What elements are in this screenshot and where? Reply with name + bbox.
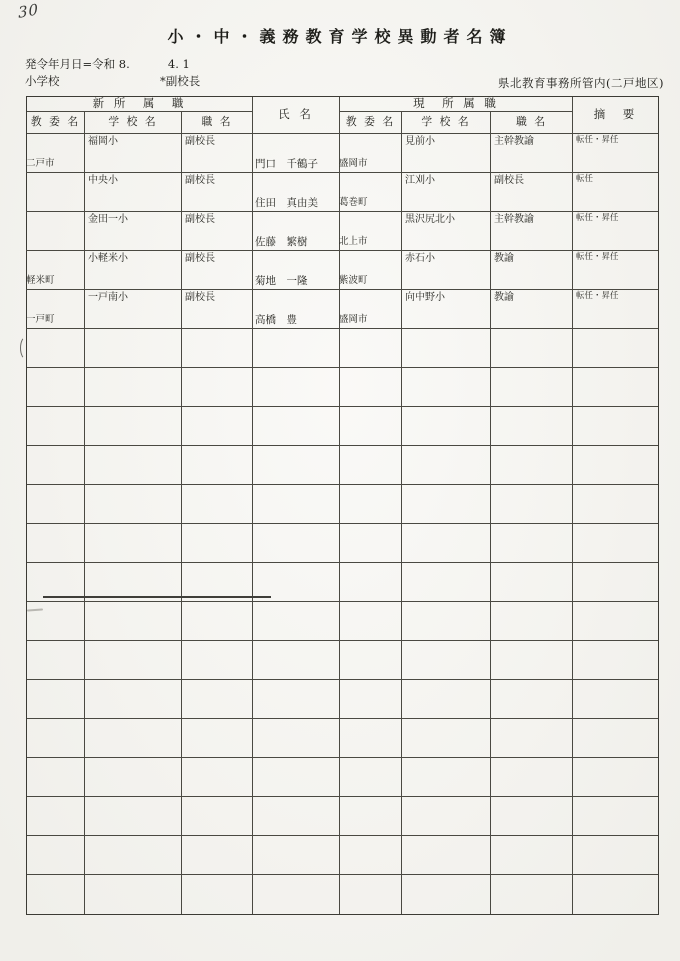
table-cell-empty [573,485,658,524]
table-cell-empty [85,602,182,641]
table-cell-empty [402,719,491,758]
table-cell-empty [573,797,658,836]
table-cell-empty [182,836,253,875]
table-cell-empty [27,446,85,485]
person-name-cell: 高橋 豊 [253,290,340,329]
table-cell-empty [27,680,85,719]
current-school-cell: 向中野小 [402,290,491,329]
table-cell-empty [340,875,402,914]
person-name-cell: 菊地 一隆 [253,251,340,290]
table-cell-empty [182,719,253,758]
table-cell-empty [402,407,491,446]
table-cell-empty [402,602,491,641]
table-cell-empty [253,719,340,758]
header-new-board: 教 委 名 [27,112,85,134]
header-name: 氏 名 [253,97,340,134]
table-cell-empty [253,758,340,797]
table-cell-empty [491,680,573,719]
scan-artifact-curve [20,336,33,360]
table-cell-empty [253,368,340,407]
person-name-cell: 住田 真由美 [253,173,340,212]
table-cell-empty [182,875,253,914]
table-cell-empty [253,641,340,680]
table-cell-empty [491,602,573,641]
table-cell-empty [340,797,402,836]
table-cell-empty [182,407,253,446]
table-cell-empty [340,758,402,797]
remarks-cell: 転任・昇任 [573,290,658,329]
table-cell-empty [27,641,85,680]
scan-artifact-line [43,596,271,598]
table-cell-empty [253,836,340,875]
table-cell-empty [85,797,182,836]
document-title: 小・中・義務教育学校異動者名簿 [167,27,513,46]
table-cell-empty [27,485,85,524]
table-cell-empty [491,719,573,758]
new-title-cell: 副校長 [182,134,253,173]
table-cell-empty [491,446,573,485]
current-board-cell: 盛岡市 [339,290,402,329]
table-cell-empty [182,485,253,524]
table-cell-empty [491,641,573,680]
current-school-cell: 江刈小 [402,173,491,212]
new-board-cell: 二戸市 [26,134,85,173]
table-cell-empty [182,602,253,641]
table-cell-empty [402,524,491,563]
table-cell-empty [402,563,491,602]
handwritten-page-number: 30 [17,0,40,22]
new-school-cell: 一戸南小 [85,290,182,329]
new-board-cell: 軽米町 [26,251,85,290]
person-name-cell: 門口 千鶴子 [253,134,340,173]
table-cell-empty [27,719,85,758]
table-cell-empty [491,407,573,446]
new-school-cell: 中央小 [85,173,182,212]
current-school-cell: 赤石小 [402,251,491,290]
header-current-board: 教 委 名 [340,112,402,134]
table-cell-empty [182,758,253,797]
table-cell-empty [253,875,340,914]
table-cell-empty [85,446,182,485]
current-title-cell: 主幹教諭 [491,212,573,251]
table-cell-empty [182,680,253,719]
table-cell-empty [253,329,340,368]
education-office-label: 県北教育事務所管内(二戸地区) [498,76,664,90]
table-cell-empty [27,758,85,797]
table-cell-empty [573,758,658,797]
table-cell-empty [573,680,658,719]
header-current-title: 職 名 [491,112,573,134]
header-current-position-group: 現 所 属 職 [340,97,573,112]
table-cell-empty [491,563,573,602]
new-title-cell: 副校長 [182,290,253,329]
remarks-cell: 転任・昇任 [573,251,658,290]
table-cell-empty [27,797,85,836]
header-remarks: 摘 要 [573,97,658,134]
table-cell-empty [573,329,658,368]
table-cell-empty [573,407,658,446]
current-board-cell: 葛巻町 [339,173,402,212]
table-cell-empty [402,641,491,680]
table-cell-empty [253,446,340,485]
remarks-cell: 転任 [573,173,658,212]
table-cell-empty [573,641,658,680]
header-current-school: 学 校 名 [402,112,491,134]
table-cell-empty [573,875,658,914]
table-cell-empty [340,446,402,485]
new-school-cell: 金田一小 [85,212,182,251]
table-cell-empty [402,680,491,719]
table-cell-empty [85,407,182,446]
table-cell-empty [340,836,402,875]
current-school-cell: 黒沢尻北小 [402,212,491,251]
table-cell-empty [182,797,253,836]
current-title-cell: 教諭 [491,290,573,329]
table-cell-empty [182,368,253,407]
new-school-cell: 小軽米小 [85,251,182,290]
table-cell-empty [85,680,182,719]
table-cell-empty [85,368,182,407]
table-cell-empty [573,836,658,875]
table-cell-empty [402,836,491,875]
current-board-cell: 盛岡市 [339,134,402,173]
table-cell-empty [402,797,491,836]
current-title-cell: 副校長 [491,173,573,212]
table-cell-empty [402,485,491,524]
current-school-cell: 見前小 [402,134,491,173]
table-cell-empty [573,446,658,485]
header-new-school: 学 校 名 [85,112,182,134]
table-cell-empty [182,329,253,368]
table-cell-empty [340,641,402,680]
table-cell-empty [491,836,573,875]
new-board-cell [26,212,85,251]
table-cell-empty [85,719,182,758]
table-cell-empty [340,524,402,563]
table-cell-empty [85,641,182,680]
current-board-cell: 北上市 [339,212,402,251]
vice-principal-note: *副校長 [160,74,201,88]
table-cell-empty [27,875,85,914]
table-cell-empty [491,524,573,563]
table-cell-empty [340,680,402,719]
new-school-cell: 福岡小 [85,134,182,173]
table-cell-empty [491,368,573,407]
table-cell-empty [182,524,253,563]
table-cell-empty [85,875,182,914]
table-cell-empty [85,329,182,368]
table-cell-empty [85,524,182,563]
table-cell-empty [573,563,658,602]
table-cell-empty [340,563,402,602]
table-cell-empty [402,875,491,914]
table-cell-empty [85,485,182,524]
table-cell-empty [402,368,491,407]
table-cell-empty [27,524,85,563]
transfer-table [26,96,659,915]
current-board-cell: 紫波町 [339,251,402,290]
new-board-cell [26,173,85,212]
remarks-cell: 転任・昇任 [573,212,658,251]
current-title-cell: 教諭 [491,251,573,290]
table-cell-empty [253,680,340,719]
table-cell-empty [573,719,658,758]
table-cell-empty [27,836,85,875]
person-name-cell: 佐藤 繁樹 [253,212,340,251]
school-type-label: 小学校 [25,74,60,88]
table-cell-empty [27,329,85,368]
table-cell-empty [491,797,573,836]
new-title-cell: 副校長 [182,251,253,290]
table-cell-empty [491,758,573,797]
table-cell-empty [491,485,573,524]
header-new-title: 職 名 [182,112,253,134]
table-cell-empty [402,446,491,485]
table-cell-empty [253,407,340,446]
table-cell-empty [402,758,491,797]
table-cell-empty [253,524,340,563]
table-cell-empty [253,797,340,836]
table-cell-empty [402,329,491,368]
table-cell-empty [253,485,340,524]
table-cell-empty [27,407,85,446]
table-cell-empty [27,368,85,407]
table-cell-empty [253,602,340,641]
table-cell-empty [491,875,573,914]
table-cell-empty [340,719,402,758]
table-cell-empty [340,407,402,446]
new-title-cell: 副校長 [182,173,253,212]
table-cell-empty [340,329,402,368]
table-cell-empty [573,368,658,407]
table-cell-empty [340,485,402,524]
remarks-cell: 転任・昇任 [573,134,658,173]
table-cell-empty [491,329,573,368]
table-cell-empty [182,641,253,680]
new-title-cell: 副校長 [182,212,253,251]
current-title-cell: 主幹教諭 [491,134,573,173]
issue-date-line: 発令年月日=令和 8. 4. 1 [25,57,190,71]
table-cell-empty [182,446,253,485]
table-cell-empty [573,602,658,641]
new-board-cell: 一戸町 [26,290,85,329]
table-cell-empty [573,524,658,563]
table-cell-empty [27,602,85,641]
table-cell-empty [340,368,402,407]
header-new-position-group: 新 所 属 職 [27,97,253,112]
table-cell-empty [340,602,402,641]
table-cell-empty [85,758,182,797]
table-cell-empty [85,836,182,875]
